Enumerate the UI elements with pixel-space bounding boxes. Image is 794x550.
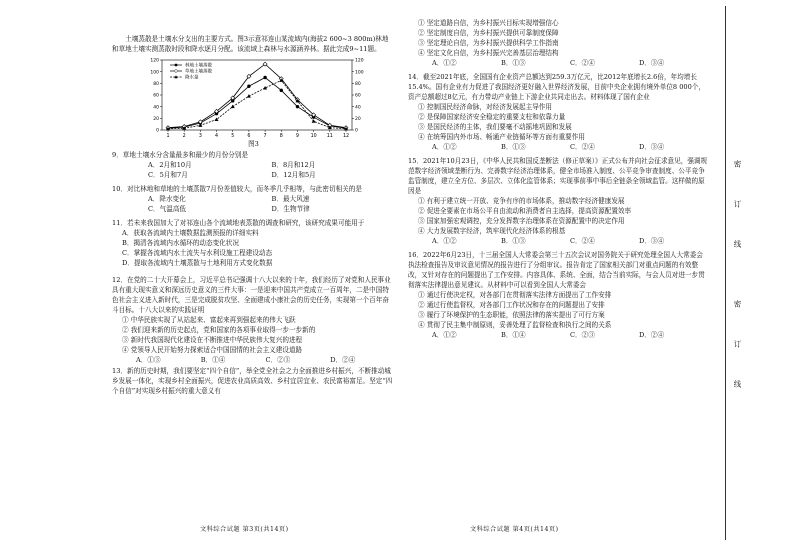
q12-option-d[interactable]: D．②④ xyxy=(330,356,356,365)
page-footer-4: 文科综合试题 第4页(共14页) xyxy=(470,526,559,533)
q15-stem: 15．2021年10月23日，《中华人民共和国反垄断法（修正草案）》正式公布并向社会征求意见，强调规范数字经济领域垄断行为、完善数字经济治理体系，健全市场准入制度、公平竞争审查制度、公平竞争监管制度，建立全方位、多层次、立体化监管体系；实现事前事中事后全链条全领域监管。这样做的原因是 xyxy=(408,157,708,196)
y-tick-label-right: 100 xyxy=(355,70,364,76)
q14-item-2: ② 是保障国家经济安全稳定的重要支柱和依靠力量 xyxy=(418,113,566,122)
binding-char-2: 订 xyxy=(733,200,742,208)
q11-option-a[interactable]: A．获取各流域内土壤数据监测预报的详细实料 xyxy=(122,229,259,238)
data-point-3 xyxy=(312,119,316,123)
x-tick-label: 11 xyxy=(326,134,333,139)
x-tick-label: 6 xyxy=(247,134,251,139)
q14-stem: 14．截至2021年底，全国国有企业资产总额达到259.3万亿元，比2012年底增长2.6倍，年均增长15.4%。国有企业有力促进了我国经济更好融入世界经济发展，目前中央企业拥有境外单位8 000个，资产总额超过8亿元，有力带动产业链上下游企业共同走出去。材料体现了国有企业 xyxy=(408,73,705,102)
y-tick-label-left: 120 xyxy=(150,58,159,64)
y-tick-label-left: 20 xyxy=(153,116,159,122)
q10-option-a[interactable]: A．降水变化 xyxy=(148,195,186,204)
q10-option-d[interactable]: D．生物节律 xyxy=(271,205,310,214)
x-tick-label: 4 xyxy=(215,134,219,139)
binding-char-3: 线 xyxy=(733,240,742,248)
x-tick-label: 9 xyxy=(295,134,299,139)
q9-option-a[interactable]: A．2月和10月 xyxy=(148,161,192,170)
binding-char-1: 密 xyxy=(733,160,742,168)
q16-stem: 16．2022年6月23日，十三届全国人大常委会第三十五次会议对国务院关于研究处理全国人大常委会执法检查报告及审议意见情况的报告进行了分组审议。报告肯定了国家相关部门对重点问题的有效整改，又针对存在的问题提出了工作安排。内容具体、系统、全面，结合当前实际，与会人员对进一步贯彻落实法律提出意见建议。从材料中可以看到全国人大常委会 xyxy=(408,251,705,290)
q16-option-c[interactable]: C．②③ xyxy=(570,331,595,340)
x-tick-label: 5 xyxy=(231,134,235,139)
q14-option-b[interactable]: B．①③ xyxy=(501,143,526,152)
page-footer-3: 文科综合试题 第3页(共14页) xyxy=(200,526,289,533)
q16-option-a[interactable]: A．①② xyxy=(432,331,457,340)
q10-options xyxy=(112,194,395,214)
q14-item-1: ① 控制国民经济命脉，对经济发展起主导作用 xyxy=(418,103,552,112)
y-tick-label-right: 60 xyxy=(355,93,361,99)
q13-item-2: ② 坚定制度自信，为乡村振兴提供可靠制度保障 xyxy=(418,29,559,38)
q9-option-b[interactable]: B．8月和12月 xyxy=(271,161,316,170)
data-point-3 xyxy=(247,94,251,98)
legend-label-2: 草地土壤蒸散 xyxy=(185,69,212,75)
q10-stem: 10．对比林地和草地的土壤蒸散7月份差值较大，而冬季几乎相等，与此密切相关的是 xyxy=(112,185,362,194)
q11-option-d[interactable]: D．提取各流域内土壤蒸散与土地利用方式变化数据 xyxy=(122,259,273,268)
q16-item-1: ① 通过行使决定权，对各部门在贯彻落实法律方面提出了工作安排 xyxy=(418,291,612,300)
q16-option-b[interactable]: B．①④ xyxy=(501,331,526,340)
legend-label-1: 林地土壤蒸散 xyxy=(185,63,212,69)
data-point-1 xyxy=(247,85,250,88)
q12-option-c[interactable]: C．②③ xyxy=(265,356,291,365)
y-tick-label-left: 40 xyxy=(153,105,159,111)
data-point-3 xyxy=(231,105,235,109)
figure-caption: 图3 xyxy=(248,140,259,149)
y-tick-label-right: 40 xyxy=(355,105,361,111)
q16-item-2: ② 通过行使监督权，对各部门工作状况和存在的问题提出了安排 xyxy=(418,301,605,310)
q13-stem: 13．新的历史时期，我们要坚定“四个自信”，举全党全社会之力全面推进乡村振兴，不断推动城乡发展一体化，实现乡村全面振兴，促进农业高质高效、乡村宜居宜业、农民富裕富足。坚定“四个自信”对实现乡村振兴的重大意义有 xyxy=(112,367,393,396)
q13-option-d[interactable]: D．③④ xyxy=(639,59,665,68)
q9-options xyxy=(112,160,395,180)
q15-option-b[interactable]: B．①③ xyxy=(501,237,526,246)
left-column xyxy=(112,34,395,396)
series-line-3 xyxy=(168,80,346,128)
y-tick-label-left: 0 xyxy=(156,128,159,134)
binding-char-4: 密 xyxy=(733,300,742,308)
q10-option-c[interactable]: C．气温高低 xyxy=(148,205,187,214)
q12-item-3: ③ 新时代我国现代化建设在不断推进中华民族伟大复兴的进程 xyxy=(122,336,303,345)
x-tick-label: 8 xyxy=(279,134,283,139)
x-tick-label: 10 xyxy=(310,134,317,139)
y-tick-label-left: 60 xyxy=(153,93,159,99)
legend-label-3: 降水量 xyxy=(185,75,199,81)
q9-option-d[interactable]: D．12月和5月 xyxy=(271,171,316,180)
q13-item-4: ④ 坚定文化自信，为乡村振兴完善基层治理结构 xyxy=(418,49,559,58)
q14-option-a[interactable]: A．①② xyxy=(432,143,457,152)
data-point-1 xyxy=(296,105,299,108)
binding-line xyxy=(725,6,726,540)
q13-item-3: ③ 坚定理论自信，为乡村振兴提供科学工作指南 xyxy=(418,39,559,48)
q12-options xyxy=(112,355,395,365)
y-tick-label-right: 0 xyxy=(355,128,358,134)
q15-option-d[interactable]: D．③④ xyxy=(639,237,665,246)
y-tick-label-left: 100 xyxy=(150,70,159,76)
right-column xyxy=(408,18,708,340)
q15-item-3: ③ 国家加强宏观调控，充分发挥数字治理体系在资源配置中的决定作用 xyxy=(418,217,625,226)
binding-char-5: 订 xyxy=(733,340,742,348)
q13-option-a[interactable]: A．①② xyxy=(432,59,457,68)
q16-item-4: ④ 贯彻了民主集中制原则，妥善处理了监督检查和执行之间的关系 xyxy=(418,321,612,330)
q12-option-a[interactable]: A．①③ xyxy=(136,356,161,365)
q15-option-a[interactable]: A．①② xyxy=(432,237,457,246)
q11-option-c[interactable]: C．掌握各流域内水土流失与水利设施工程建设动态 xyxy=(122,249,273,258)
data-point-1 xyxy=(263,76,266,79)
y-tick-label-right: 120 xyxy=(355,58,364,64)
q13-option-b[interactable]: B．①③ xyxy=(501,59,526,68)
q14-option-d[interactable]: D．③④ xyxy=(639,143,665,152)
q15-options xyxy=(408,236,708,246)
legend-marker-2 xyxy=(174,69,177,72)
q15-item-4: ④ 大力发展数字经济，筑牢现代化经济体系的根基 xyxy=(418,227,566,236)
q15-item-1: ① 有利于建立统一开放、竞争有序的市场体系，推动数字经济健康发展 xyxy=(418,197,625,206)
y-tick-label-right: 20 xyxy=(355,116,361,122)
data-point-1 xyxy=(280,89,283,92)
soil-evapotranspiration-chart xyxy=(132,56,382,138)
q13-item-1: ① 坚定道路自信，为乡村振兴目标实现增强信心 xyxy=(418,19,559,27)
figure-3 xyxy=(132,56,382,138)
q12-item-2: ② 我们迎来新的历史起点，党和国家的各项事业取得一步一步新的 xyxy=(122,326,316,335)
x-tick-label: 7 xyxy=(263,134,267,139)
q12-stem: 12．在党的二十大开幕会上，习近平总书记强调十八大以来的十年，我们经历了对党和人民事业具有重大现实意义和深远历史意义的三件大事：一是迎来中国共产党成立一百周年，二是中国特色社会主义进入新时代，三是完成脱贫攻坚、全面建成小康社会的历史任务，实现第一个百年奋斗目标。十八大以来的实践证明 xyxy=(112,276,391,315)
q11-stem: 11．若未来我国加大了对祁连山各个流域地表蒸散的调查和研究，该研究成果可能用于 xyxy=(112,219,365,228)
q14-item-3: ③ 是国民经济的主体，我们要毫不动摇地巩固和发展 xyxy=(418,123,572,132)
binding-char-6: 线 xyxy=(733,380,742,388)
legend-marker-1 xyxy=(175,64,178,67)
q9-option-c[interactable]: C．5月和7月 xyxy=(148,171,188,180)
q15-item-2: ② 促进全要素在市场公平自由流动和消费者自主选择，提高资源配置效率 xyxy=(418,207,632,216)
y-tick-label-right: 80 xyxy=(355,81,361,87)
q13-options xyxy=(408,58,708,68)
q11-option-b[interactable]: B．揭清各流域内水循环的动态变化状况 xyxy=(122,239,239,248)
q16-option-d[interactable]: D．②④ xyxy=(639,331,665,340)
q13-option-c[interactable]: C．②④ xyxy=(570,59,595,68)
intro-paragraph: 土壤蒸散是土壤水分支出的主要方式。图3示意祁连山某流域内(海拔2 600~3 800m)林地和草地土壤实测蒸散时段和降水逐月分配。该流域上森林与水源涵养林。据此完成9~11题。 xyxy=(112,35,389,54)
q12-option-b[interactable]: B．①④ xyxy=(200,356,226,365)
q14-option-c[interactable]: C．②④ xyxy=(570,143,595,152)
y-tick-label-left: 80 xyxy=(153,81,159,87)
q14-item-4: ④ 在统筹国内外市场、畅通产业链循环等方面有重要作用 xyxy=(418,133,585,142)
q14-options xyxy=(408,142,708,152)
q12-item-1: ① 中华民族实现了从站起来、富起来再到强起来的伟大飞跃 xyxy=(122,316,296,325)
q10-option-b[interactable]: B．最大风速 xyxy=(271,195,310,204)
q16-options xyxy=(408,330,708,340)
x-tick-label: 1 xyxy=(166,134,170,139)
x-tick-label: 3 xyxy=(198,134,202,139)
q9-stem: 9．草地土壤水分含量最多和最少的月份分别是 xyxy=(112,151,249,160)
x-tick-label: 2 xyxy=(182,134,186,139)
q16-item-3: ③ 履行了环境保护的生态职能，依照法律的落实提出了可行方案 xyxy=(418,311,605,320)
x-tick-label: 12 xyxy=(342,134,350,139)
q12-item-4: ④ 党领导人民开始努力探索适合中国国情的社会主义建设道路 xyxy=(122,346,303,355)
q15-option-c[interactable]: C．②④ xyxy=(570,237,595,246)
series-line-1 xyxy=(168,78,346,129)
